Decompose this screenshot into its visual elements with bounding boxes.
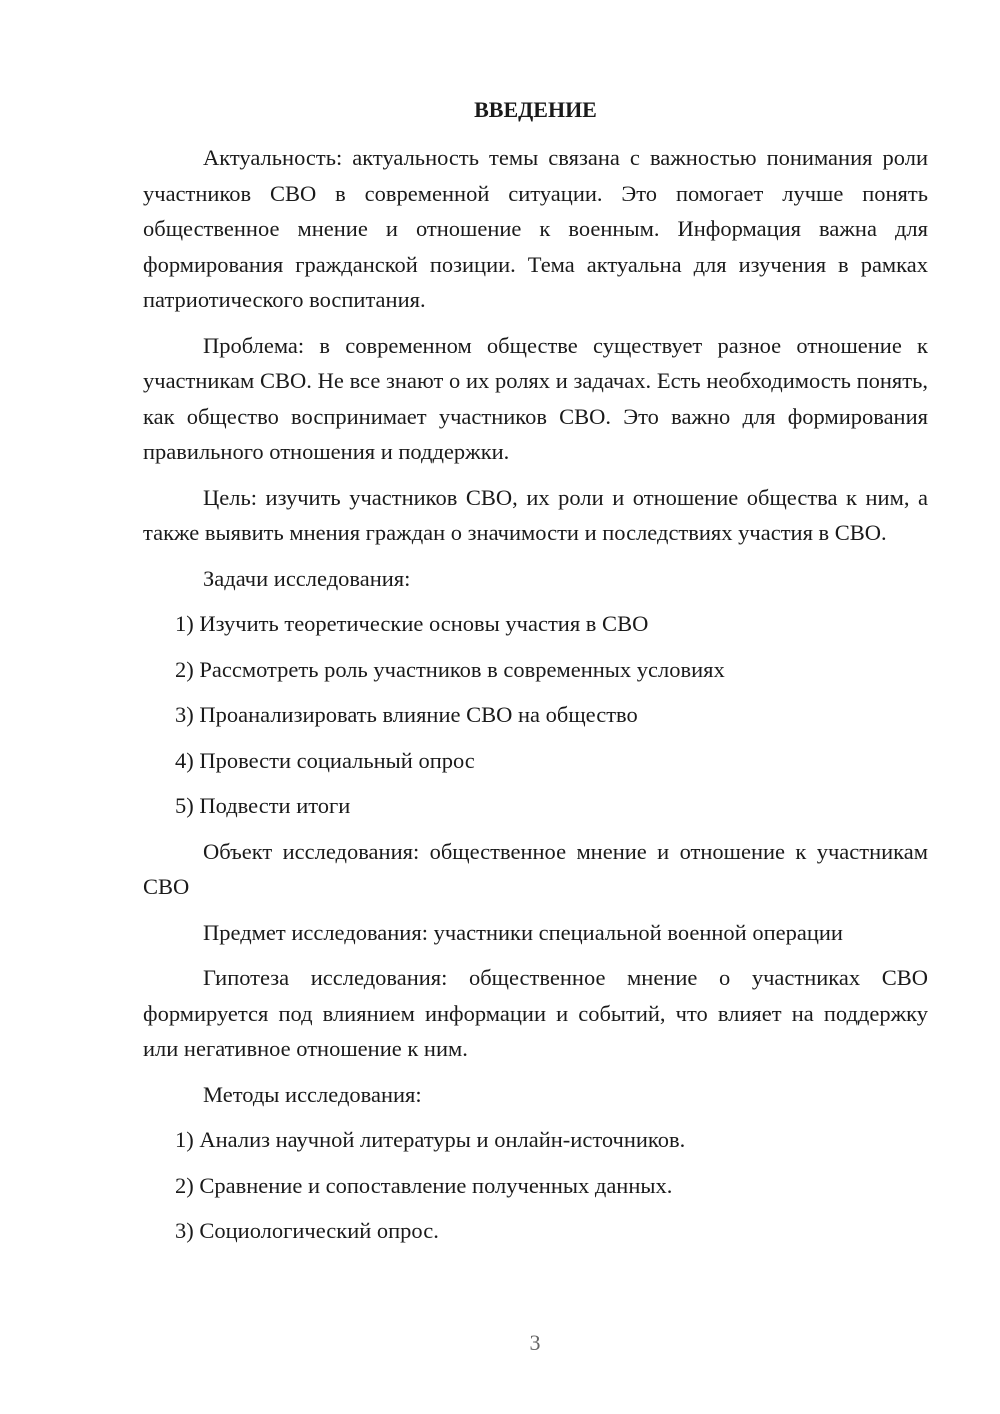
relevance-paragraph: Актуальность: актуальность темы связана с важностью понимания роли участников СВО в современной ситуации. Это помогает лучше понять общественное мнение и отношение к военным. Информация важна для формирования гражданской позиции. Тема актуальна для изучения в рамках патриотического воспитания. [143, 145, 928, 312]
list-item: 2) Сравнение и сопоставление полученных данных. [175, 1172, 673, 1198]
methods-list [143, 1122, 928, 1249]
hypothesis-paragraph: Гипотеза исследования: общественное мнение о участниках СВО формируется под влиянием информации и событий, что влияет на поддержку или негативное отношение к ним. [143, 965, 928, 1061]
page-title: ВВЕДЕНИЕ [474, 97, 597, 122]
tasks-list [143, 606, 928, 824]
tasks-heading: Задачи исследования: [203, 565, 411, 591]
object-paragraph: Объект исследования: общественное мнение и отношение к участникам СВО [143, 838, 928, 899]
list-item: 2) Рассмотреть роль участников в современных условиях [175, 656, 725, 682]
list-item: 3) Социологический опрос. [175, 1218, 439, 1243]
goal-paragraph: Цель: изучить участников СВО, их роли и отношение общества к ним, а также выявить мнения граждан о значимости и последствиях участия в СВО. [143, 484, 928, 545]
list-item: 1) Анализ научной литературы и онлайн-источников. [175, 1127, 686, 1152]
list-item: 4) Провести социальный опрос [175, 747, 475, 773]
page-number: 3 [529, 1330, 541, 1355]
list-item: 3) Проанализировать влияние СВО на общество [175, 702, 638, 727]
list-item: 5) Подвести итоги [175, 793, 351, 818]
list-item: 1) Изучить теоретические основы участия в СВО [175, 611, 649, 636]
subject-paragraph: Предмет исследования: участники специальной военной операции [203, 919, 843, 945]
problem-paragraph: Проблема: в современном обществе существует разное отношение к участникам СВО. Не все знают о их ролях и задачах. Есть необходимость понять, как общество воспринимает участников СВО. Это важно для формирования правильного отношения и поддержки. [143, 332, 928, 464]
document-page [143, 92, 928, 1259]
methods-heading: Методы исследования: [203, 1081, 422, 1107]
